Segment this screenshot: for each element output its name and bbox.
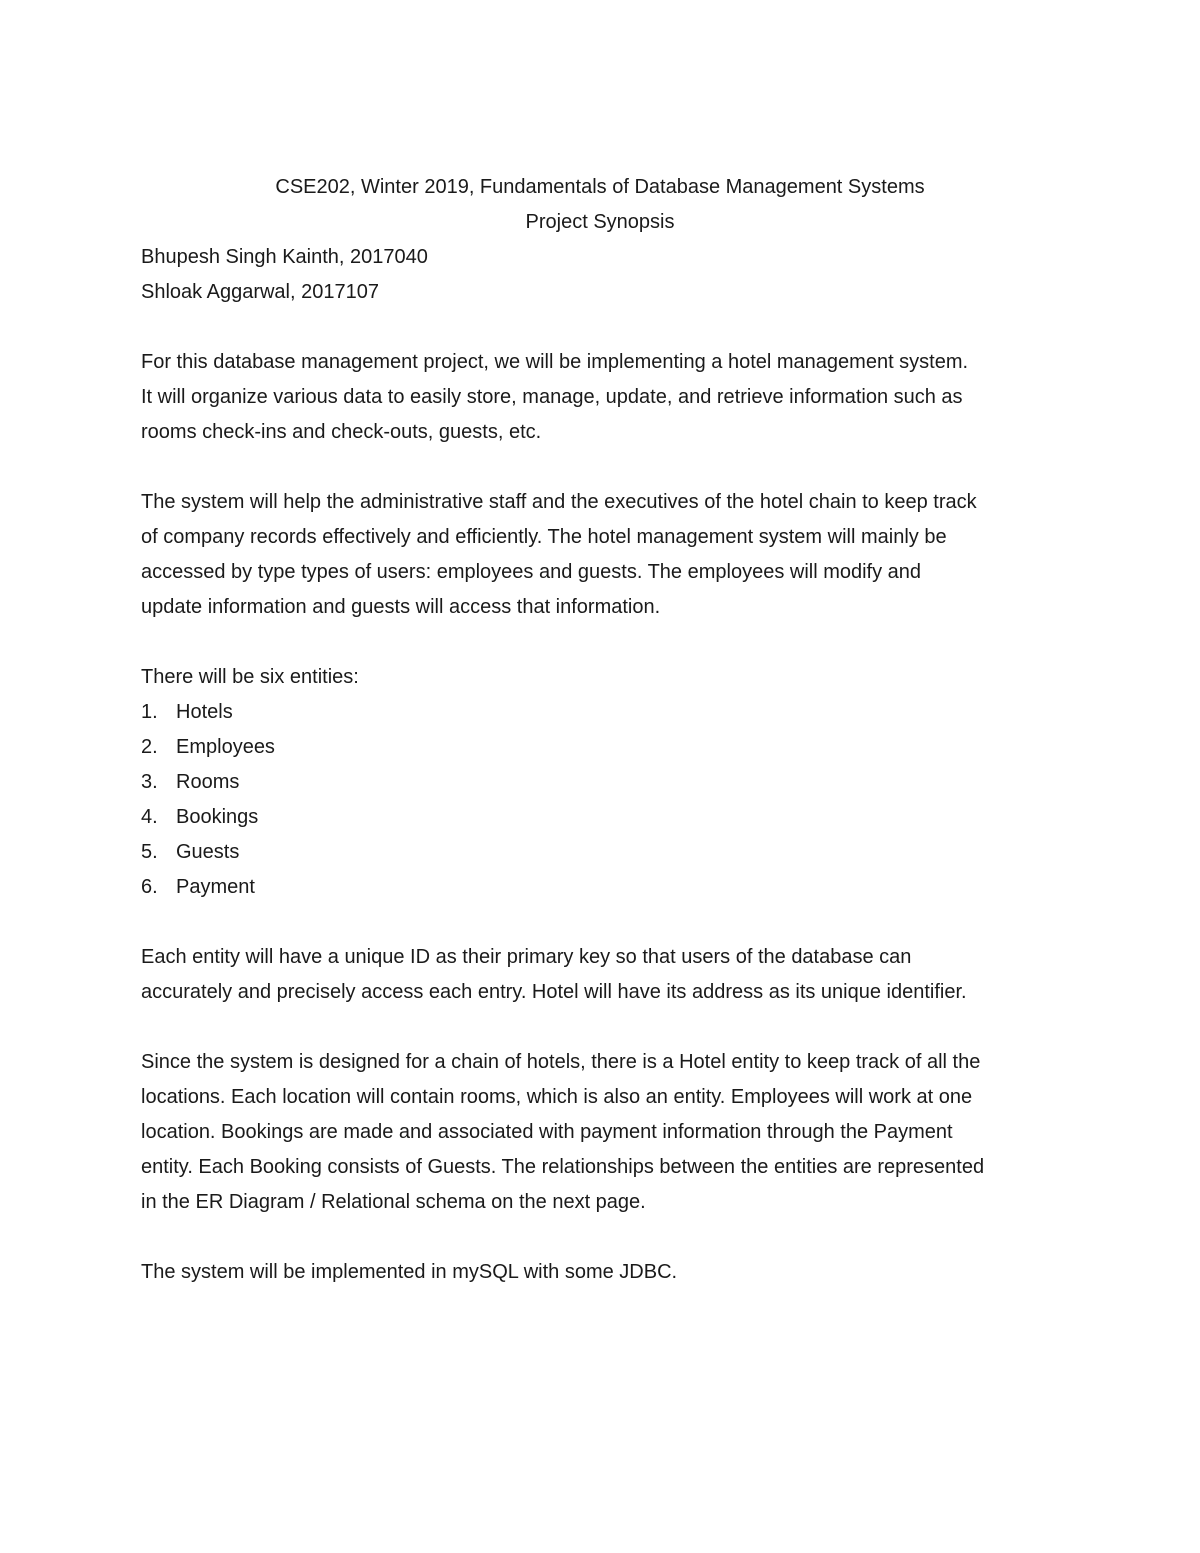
text-line: accessed by type types of users: employees and guests. The employees will modify and (141, 561, 922, 583)
text-line: Each entity will have a unique ID as their primary key so that users of the database can (141, 946, 912, 968)
entity-name: Payment (176, 876, 255, 898)
text-line: entity. Each Booking consists of Guests. The relationships between the entities are represented (141, 1156, 985, 1178)
text-line: The system will help the administrative staff and the executives of the hotel chain to keep track (141, 491, 977, 513)
relationships-paragraph (141, 1045, 1061, 1220)
list-number: 4. (141, 806, 158, 828)
list-number: 2. (141, 736, 158, 758)
implementation-paragraph: The system will be implemented in mySQL with some JDBC. (141, 1261, 678, 1283)
keys-paragraph (141, 940, 1061, 1010)
intro-paragraph (141, 345, 1061, 450)
list-number: 6. (141, 876, 158, 898)
entity-name: Rooms (176, 771, 240, 793)
text-line: rooms check-ins and check-outs, guests, etc. (141, 421, 542, 443)
spacer (141, 310, 1061, 345)
entity-name: Bookings (176, 806, 259, 828)
list-item (141, 730, 1061, 765)
text-line: It will organize various data to easily store, manage, update, and retrieve information such as (141, 386, 963, 408)
text-line: locations. Each location will contain rooms, which is also an entity. Employees will work at one (141, 1086, 973, 1108)
text-line: location. Bookings are made and associated with payment information through the Payment (141, 1121, 953, 1143)
entities-list (141, 695, 1061, 905)
entities-intro: There will be six entities: (141, 666, 359, 688)
text-line: For this database management project, we will be implementing a hotel management system. (141, 351, 969, 373)
list-number: 3. (141, 771, 158, 793)
author-line: Shloak Aggarwal, 2017107 (141, 281, 379, 303)
list-number: 5. (141, 841, 158, 863)
list-item (141, 765, 1061, 800)
author-line: Bhupesh Singh Kainth, 2017040 (141, 246, 428, 268)
text-line: accurately and precisely access each entry. Hotel will have its address as its unique identifier. (141, 981, 967, 1003)
document-content (141, 170, 1061, 1290)
text-line: of company records effectively and efficiently. The hotel management system will mainly be (141, 526, 947, 548)
list-item (141, 800, 1061, 835)
list-item (141, 835, 1061, 870)
spacer (141, 450, 1061, 485)
list-item (141, 870, 1061, 905)
text-line: update information and guests will access that information. (141, 596, 661, 618)
spacer (141, 1220, 1061, 1255)
text-line: in the ER Diagram / Relational schema on the next page. (141, 1191, 646, 1213)
document-title: Project Synopsis (525, 211, 675, 233)
entity-name: Guests (176, 841, 240, 863)
list-item (141, 695, 1061, 730)
list-number: 1. (141, 701, 158, 723)
entity-name: Hotels (176, 701, 233, 723)
users-paragraph (141, 485, 1061, 625)
entity-name: Employees (176, 736, 275, 758)
text-line: Since the system is designed for a chain of hotels, there is a Hotel entity to keep track of all the (141, 1051, 981, 1073)
spacer (141, 1010, 1061, 1045)
spacer (141, 905, 1061, 940)
course-line: CSE202, Winter 2019, Fundamentals of Database Management Systems (275, 176, 925, 198)
spacer (141, 625, 1061, 660)
